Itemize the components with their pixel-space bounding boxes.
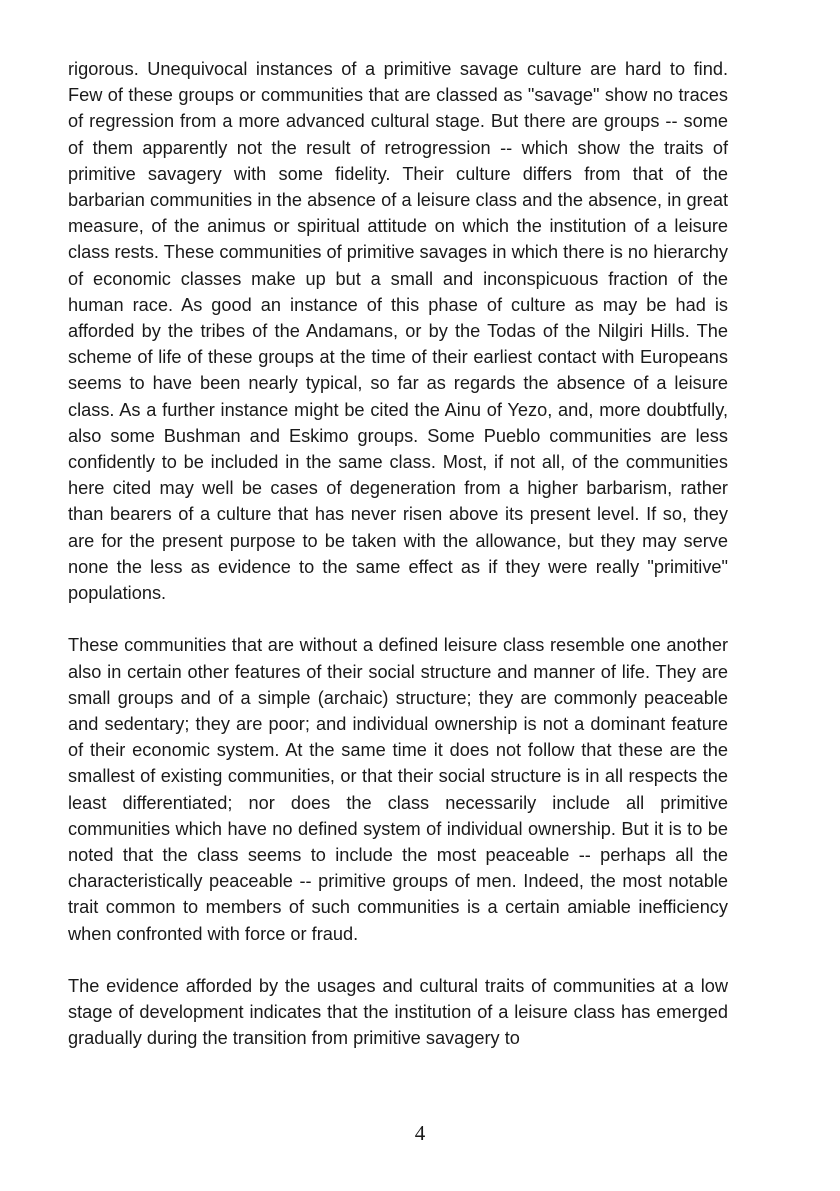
paragraph-2: These communities that are without a defined leisure class resemble one another also in certain other features of their social structure and manner of life. They are small groups and of a simple (archaic) structure; they are commonly peaceable and sedentary; they are poor; and individual ownership is not a dominant feature of their economic system. At the same time it does not follow that these are the smallest of existing communities, or that their social structure is in all respects the least differentiated; nor does the class necessarily include all primitive communities which have no defined system of individual ownership. But it is to be noted that the class seems to include the most peaceable -- perhaps all the characteristically peaceable -- primitive groups of men. Indeed, the most notable trait common to members of such communities is a certain amiable inefficiency when confronted with force or fraud. (68, 635, 728, 944)
paragraph-1: rigorous. Unequivocal instances of a primitive savage culture are hard to find. Few of these groups or communities that are classed as "savage" show no traces of regression from a more advanced cultural stage. But there are groups -- some of them apparently not the result of retrogression -- which show the traits of primitive savagery with some fidelity. Their culture differs from that of the barbarian communities in the absence of a leisure class and the absence, in great measure, of the animus or spiritual attitude on which the institution of a leisure class rests. These communities of primitive savages in which there is no hierarchy of economic classes make up but a small and inconspicuous fraction of the human race. As good an instance of this phase of culture as may be had is afforded by the tribes of the Andamans, or by the Todas of the Nilgiri Hills. The scheme of life of these groups at the time of their earliest contact with Europeans seems to have been nearly typical, so far as regards the absence of a leisure class. As a further instance might be cited the Ainu of Yezo, and, more doubtfully, also some Bushman and Eskimo groups. Some Pueblo communities are less confidently to be included in the same class. Most, if not all, of the communities here cited may well be cases of degeneration from a higher barbarism, rather than bearers of a culture that has never risen above its present level. If so, they are for the present purpose to be taken with the allowance, but they may serve none the less as evidence to the same effect as if they were really "primitive" populations. (68, 59, 728, 604)
body-text (68, 56, 728, 1078)
paragraph-3: The evidence afforded by the usages and cultural traits of communities at a low stage of development indicates that the institution of a leisure class has emerged gradually during the transition from primitive savagery to (68, 976, 728, 1049)
page-number: 4 (414, 1121, 426, 1145)
